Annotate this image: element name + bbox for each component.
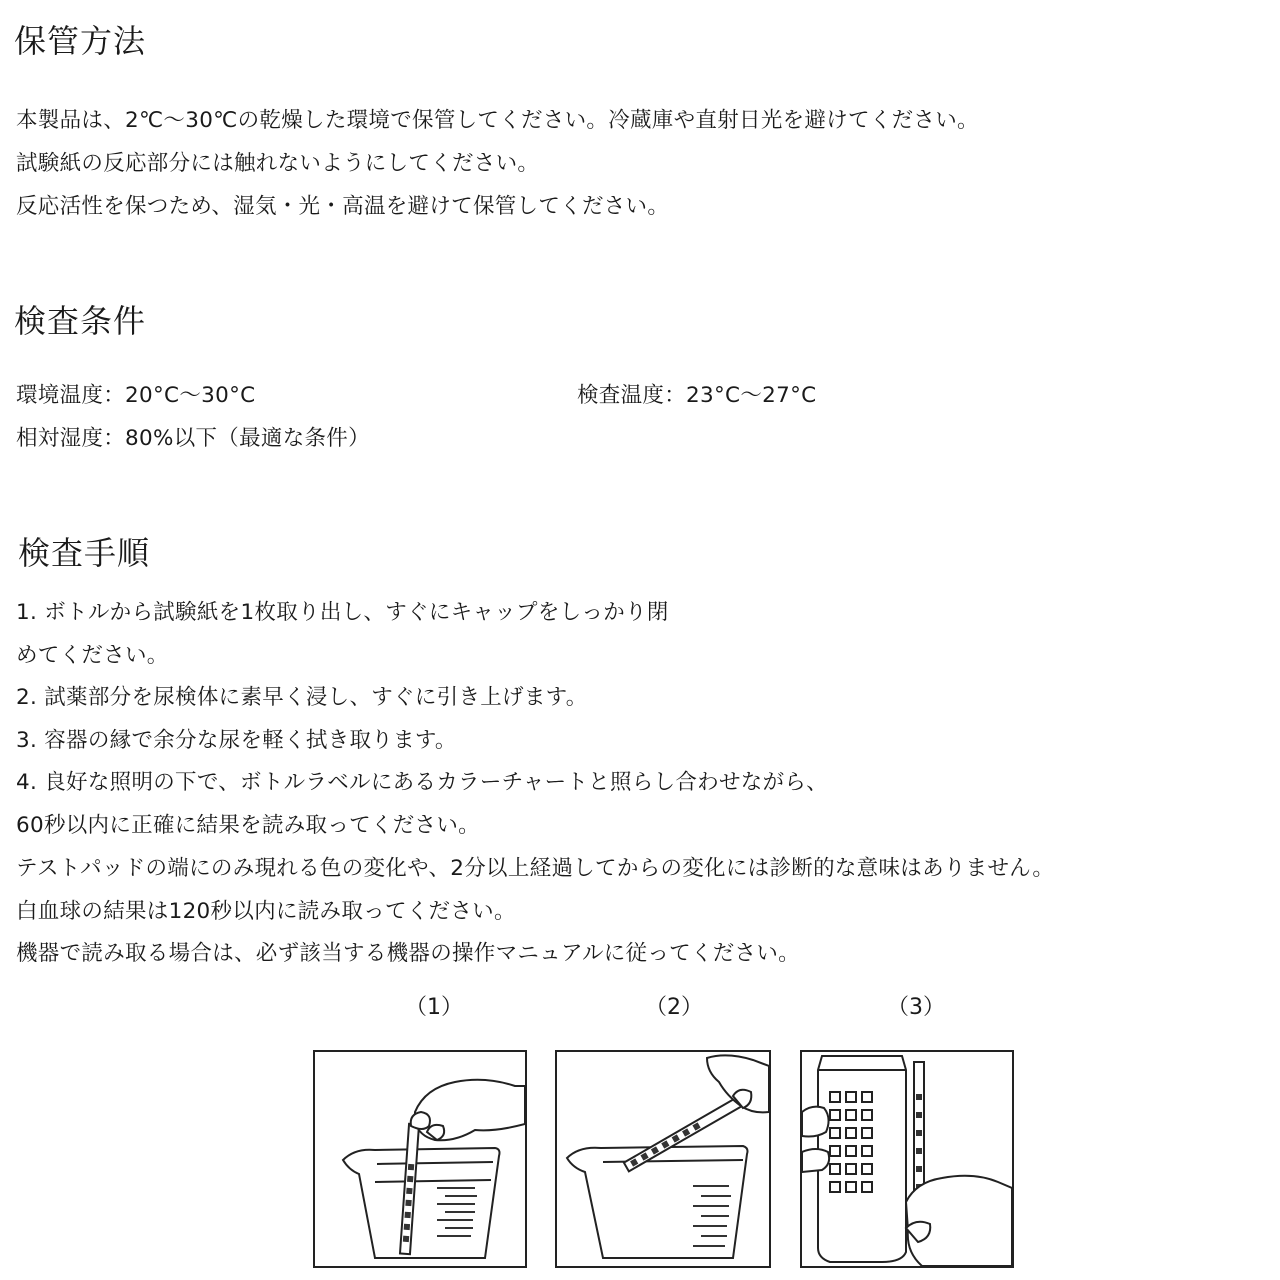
dip-strip-in-cup-illustration [315,1052,525,1266]
procedure-line-3: 2. 試薬部分を尿検体に素早く浸し、すぐに引き上げます。 [16,685,588,710]
procedure-line-4: 3. 容器の縁で余分な尿を軽く拭き取ります。 [16,728,457,753]
procedure-line-2: めてください。 [16,643,169,668]
test-temp: 検査温度：23°C〜27°C [577,383,817,408]
storage-line-2: 試験紙の反応部分には触れないようにしてください。 [16,151,540,176]
figure-panel-3 [800,1050,1014,1268]
figure-panel-2 [555,1050,771,1268]
conditions-title: 検査条件 [14,302,147,340]
compare-strip-with-bottle-chart-illustration [802,1052,1012,1266]
procedure-line-9: 機器で読み取る場合は、必ず該当する機器の操作マニュアルに従ってください。 [16,941,800,966]
procedure-line-7: テストパッドの端にのみ現れる色の変化や、2分以上経過してからの変化には診断的な意味はありません。 [16,856,1055,881]
storage-title: 保管方法 [14,22,147,60]
storage-line-3: 反応活性を保つため、湿気・光・高温を避けて保管してください。 [16,194,670,219]
figure-label-1: （1） [405,995,463,1020]
wipe-strip-on-cup-rim-illustration [557,1052,769,1266]
figure-label-2: （2） [645,995,703,1020]
humidity: 相対湿度：80%以下（最適な条件） [16,426,370,451]
procedure-line-6: 60秒以内に正確に結果を読み取ってください。 [16,813,480,838]
figure-label-3: （3） [887,995,945,1020]
figure-panel-1 [313,1050,527,1268]
procedure-title: 検査手順 [18,534,151,572]
procedure-line-1: 1. ボトルから試験紙を1枚取り出し、すぐにキャップをしっかり閉 [16,600,669,625]
storage-line-1: 本製品は、2℃〜30℃の乾燥した環境で保管してください。冷蔵庫や直射日光を避けてください。 [16,108,979,133]
procedure-line-5: 4. 良好な照明の下で、ボトルラベルにあるカラーチャートと照らし合わせながら、 [16,770,828,795]
env-temp: 環境温度：20°C〜30°C [16,383,256,408]
procedure-line-8: 白血球の結果は120秒以内に読み取ってください。 [16,899,516,924]
